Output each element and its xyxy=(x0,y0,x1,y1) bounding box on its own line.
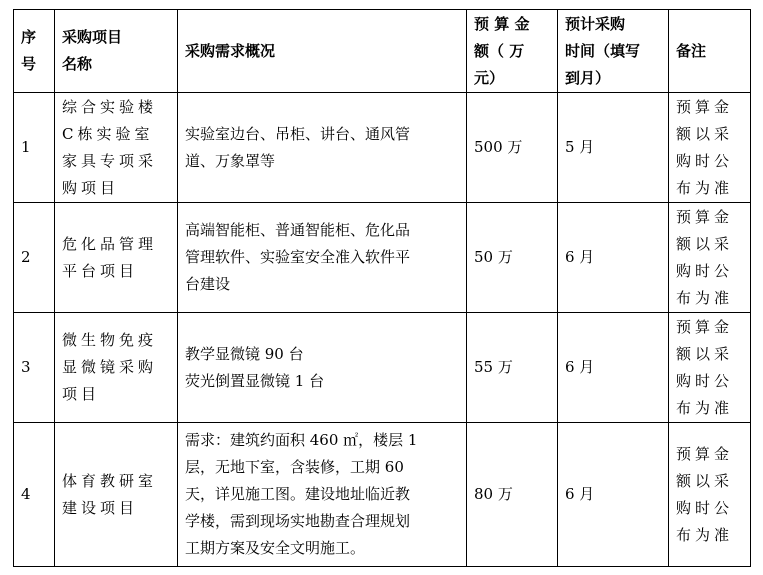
header-budget: 预 算 金 额（ 万 元） xyxy=(467,10,558,93)
header-time: 预计采购 时间（填写 到月） xyxy=(558,10,669,93)
table-row xyxy=(14,93,751,203)
header-requirement: 采购需求概况 xyxy=(178,10,467,93)
cell-requirement: 教学显微镜 90 台 荧光倒置显微镜 1 台 xyxy=(178,313,467,423)
cell-budget: 80 万 xyxy=(467,423,558,567)
table-row xyxy=(14,203,751,313)
cell-index: 2 xyxy=(14,203,55,313)
header-note: 备注 xyxy=(669,10,751,93)
cell-project-name: 体育教研室 建设项目 xyxy=(55,423,178,567)
cell-requirement: 需求：建筑约面积 460 ㎡，楼层 1 层，无地下室，含装修，工期 60 天，详见施工图。建设地址临近教 学楼，需到现场实地勘查合理规划 工期方案及安全文明施工。 xyxy=(178,423,467,567)
header-project-name: 采购项目 名称 xyxy=(55,10,178,93)
cell-time: 6 月 xyxy=(558,423,669,567)
cell-project-name: 综合实验楼 C栋实验室 家具专项采 购项目 xyxy=(55,93,178,203)
cell-time: 6 月 xyxy=(558,313,669,423)
cell-budget: 500 万 xyxy=(467,93,558,203)
header-row xyxy=(14,10,751,93)
cell-requirement: 高端智能柜、普通智能柜、危化品 管理软件、实验室安全准入软件平 台建设 xyxy=(178,203,467,313)
cell-time: 6 月 xyxy=(558,203,669,313)
cell-budget: 50 万 xyxy=(467,203,558,313)
cell-index: 1 xyxy=(14,93,55,203)
cell-note: 预算金 额以采 购时公 布为准 xyxy=(669,93,751,203)
header-index: 序 号 xyxy=(14,10,55,93)
procurement-table xyxy=(13,9,751,567)
cell-note: 预算金 额以采 购时公 布为准 xyxy=(669,203,751,313)
cell-project-name: 危化品管理 平台项目 xyxy=(55,203,178,313)
cell-requirement: 实验室边台、吊柜、讲台、通风管 道、万象罩等 xyxy=(178,93,467,203)
cell-time: 5 月 xyxy=(558,93,669,203)
cell-note: 预算金 额以采 购时公 布为准 xyxy=(669,423,751,567)
table-row xyxy=(14,313,751,423)
table-row xyxy=(14,423,751,567)
cell-index: 3 xyxy=(14,313,55,423)
cell-note: 预算金 额以采 购时公 布为准 xyxy=(669,313,751,423)
cell-project-name: 微生物免疫 显微镜采购 项目 xyxy=(55,313,178,423)
cell-budget: 55 万 xyxy=(467,313,558,423)
cell-index: 4 xyxy=(14,423,55,567)
